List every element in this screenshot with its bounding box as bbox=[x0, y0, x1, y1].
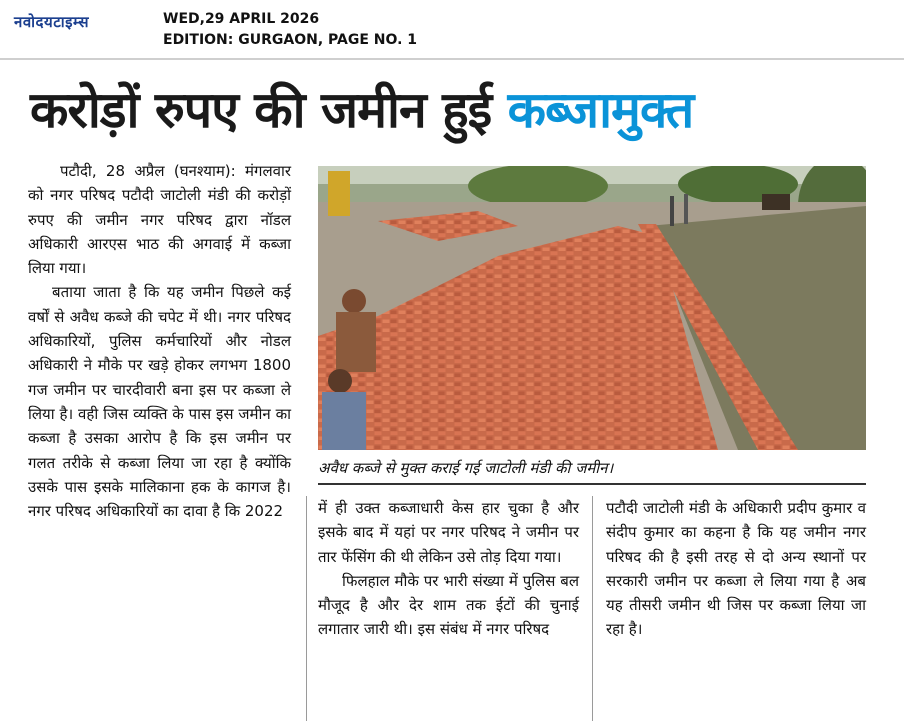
news-photo bbox=[318, 166, 866, 450]
column-divider bbox=[592, 496, 593, 721]
edition-info bbox=[163, 9, 417, 51]
publication-date: WED,29 APRIL 2026 bbox=[163, 11, 320, 27]
article-paragraph: फिलहाल मौके पर भारी संख्या में पुलिस बल मौजूद है और देर शाम तक ईटों की चुनाई लगातार जारी थी। इस संबंध में नगर परिषद bbox=[318, 571, 579, 639]
article-paragraph: पटौदी, 28 अप्रैल (घनश्याम): मंगलवार को नगर परिषद पटौदी जाटोली मंडी की करोड़ों रुपए की जमीन नगर परिषद द्वारा नॉडल अधिकारी आरएस भाठ की अगवाई में कब्जा लिया गया। bbox=[28, 162, 291, 278]
newspaper-logo: नवोदयटाइम्स bbox=[14, 13, 90, 31]
column-divider bbox=[306, 496, 307, 721]
article-paragraph: बताया जाता है कि यह जमीन पिछले कई वर्षों से अवैध कब्जे की चपेट में थी। नगर परिषद अधिकारियों, पुलिस कर्मचारियों और नोडल अधिकारी ने मौके पर खड़े होकर लगभग 1800 गज जमीन पर चारदीवारी बना इस पर कब्जा ले लिया है। वही जिस व्यक्ति के पास इस जमीन का कब्जा है उसका आरोप है कि इस जमीन पर गलत तरीके से कब्जा लिया जा रहा है क्योंकि उसके पास इसके मालिकाना हक के कागज है। नगर परिषद अधिकारियों का दावा है कि 2022 bbox=[28, 283, 291, 521]
masthead-bar bbox=[0, 0, 904, 60]
photo-illustration bbox=[318, 166, 866, 450]
photo-caption: अवैध कब्जे से मुक्त कराई गई जाटोली मंडी की जमीन। bbox=[318, 459, 614, 477]
article-paragraph: में ही उक्त कब्जाधारी केस हार चुका है और इसके बाद में यहां पर नगर परिषद ने जमीन पर तार फेंसिंग की थी लेकिन उसे तोड़ दिया गया। bbox=[318, 499, 579, 566]
headline-main: करोड़ों रुपए की जमीन हुई bbox=[30, 81, 492, 139]
edition-page: EDITION: GURGAON, PAGE NO. 1 bbox=[163, 32, 418, 48]
caption-underline bbox=[318, 483, 866, 485]
article-column-3 bbox=[606, 496, 866, 642]
article-paragraph: पटौदी जाटोली मंडी के अधिकारी प्रदीप कुमार व संदीप कुमार का कहना है कि यह जमीन नगर परिषद की है इसी तरह से दो अन्य स्थानों पर सरकारी जमीन पर कब्जा ले लिया गया है अब यह तीसरी जमीन थी जिस पर कब्जा लिया जा रहा है। bbox=[606, 499, 866, 639]
headline-accent: कब्जामुक्त bbox=[507, 81, 694, 139]
article-column-2 bbox=[318, 496, 579, 642]
headline bbox=[30, 70, 880, 150]
article-column-1 bbox=[28, 159, 291, 523]
